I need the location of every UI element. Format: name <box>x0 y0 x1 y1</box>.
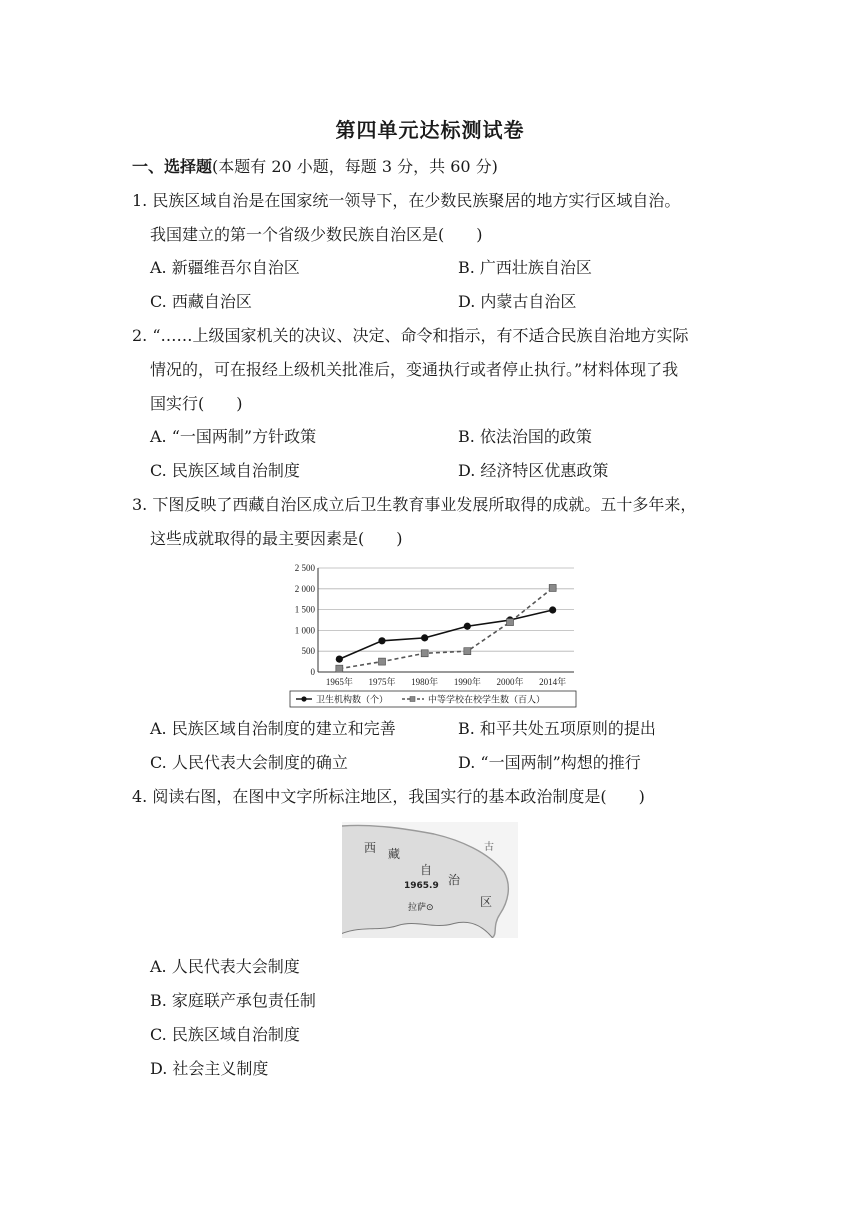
q3-option-c: C. 人民代表大会制度的确立 <box>150 753 348 772</box>
map-drawing <box>342 822 518 938</box>
x-tick-label: 1980年 <box>411 677 439 687</box>
y-tick-label: 2 500 <box>294 563 315 573</box>
q1-option-d: D. 内蒙古自治区 <box>458 292 577 311</box>
q1-line-2: 我国建立的第一个省级少数民族自治区是( ) <box>150 225 483 244</box>
q2-option-a: A. “一国两制”方针政策 <box>150 427 317 446</box>
data-point <box>336 665 343 672</box>
q3-option-a: A. 民族区域自治制度的建立和完善 <box>150 719 396 738</box>
data-point <box>336 656 343 663</box>
data-point <box>378 637 385 644</box>
q4-option-d: D. 社会主义制度 <box>150 1059 269 1078</box>
x-tick-label: 1965年 <box>325 677 353 687</box>
q4-option-c: C. 民族区域自治制度 <box>150 1025 300 1044</box>
y-tick-label: 0 <box>310 667 315 677</box>
line-chart <box>288 560 578 712</box>
data-point <box>379 658 386 665</box>
data-point <box>421 634 428 641</box>
tibet-map <box>342 822 518 938</box>
q4-option-b: B. 家庭联产承包责任制 <box>150 991 316 1010</box>
map-label-qu: 区 <box>480 895 493 909</box>
series-line-1 <box>339 588 552 669</box>
q2-option-b: B. 依法治国的政策 <box>458 427 592 446</box>
x-tick-label: 1975年 <box>368 677 396 687</box>
q1-line-1: 1. 民族区域自治是在国家统一领导下，在少数民族聚居的地方实行区域自治。 <box>132 191 681 210</box>
q4-line-1: 4. 阅读右图，在图中文字所标注地区，我国实行的基本政治制度是( ) <box>132 787 645 806</box>
map-label-zang: 藏 <box>388 847 401 861</box>
q2-line-2: 情况的，可在报经上级机关批准后，变通执行或者停止执行。”材料体现了我 <box>150 360 679 379</box>
x-tick-label: 2000年 <box>496 677 524 687</box>
q3-line-2: 这些成就取得的最主要因素是( ) <box>150 529 403 548</box>
legend-label: 中等学校在校学生数（百人） <box>428 694 546 705</box>
section-label: 一、选择题 <box>132 157 213 176</box>
section-heading <box>132 156 498 178</box>
data-point <box>549 606 556 613</box>
x-tick-label: 2014年 <box>539 677 567 687</box>
q2-option-c: C. 民族区域自治制度 <box>150 461 300 480</box>
q2-line-3: 国实行( ) <box>150 394 243 413</box>
data-point <box>464 623 471 630</box>
legend-marker-dashed <box>410 697 415 702</box>
x-tick-label: 1990年 <box>453 677 481 687</box>
q2-option-d: D. 经济特区优惠政策 <box>458 461 609 480</box>
legend-marker-solid <box>301 696 306 701</box>
q1-option-b: B. 广西壮族自治区 <box>458 258 592 277</box>
y-tick-label: 2 000 <box>294 583 315 594</box>
map-label-zi: 自 <box>420 863 433 877</box>
data-point <box>549 584 556 591</box>
map-label-lhasa: 拉萨⊙ <box>408 903 434 913</box>
data-point <box>464 648 471 655</box>
map-label-gu: 古 <box>484 842 494 853</box>
q2-line-1: 2. “……上级国家机关的决议、决定、命令和指示，有不适合民族自治地方实际 <box>132 326 689 345</box>
section-note: (本题有 20 小题，每题 3 分，共 60 分) <box>212 157 498 176</box>
map-label-xi: 西 <box>364 841 377 855</box>
q3-option-d: D. “一国两制”构想的推行 <box>458 753 641 772</box>
map-label-zhi: 治 <box>448 873 461 887</box>
data-point <box>507 619 514 626</box>
q3-option-b: B. 和平共处五项原则的提出 <box>458 719 656 738</box>
q4-option-a: A. 人民代表大会制度 <box>150 957 300 976</box>
q3-line-1: 3. 下图反映了西藏自治区成立后卫生教育事业发展所取得的成就。五十多年来， <box>132 495 697 514</box>
y-tick-label: 1 000 <box>294 625 315 636</box>
q1-option-c: C. 西藏自治区 <box>150 292 252 311</box>
q1-option-a: A. 新疆维吾尔自治区 <box>150 258 300 277</box>
data-point <box>421 650 428 657</box>
y-tick-label: 500 <box>301 646 315 657</box>
y-tick-label: 1 500 <box>294 604 315 615</box>
legend-label: 卫生机构数（个） <box>316 694 389 705</box>
page-title: 第四单元达标测试卷 <box>335 118 525 142</box>
map-label-date: 1965.9 <box>404 881 439 891</box>
